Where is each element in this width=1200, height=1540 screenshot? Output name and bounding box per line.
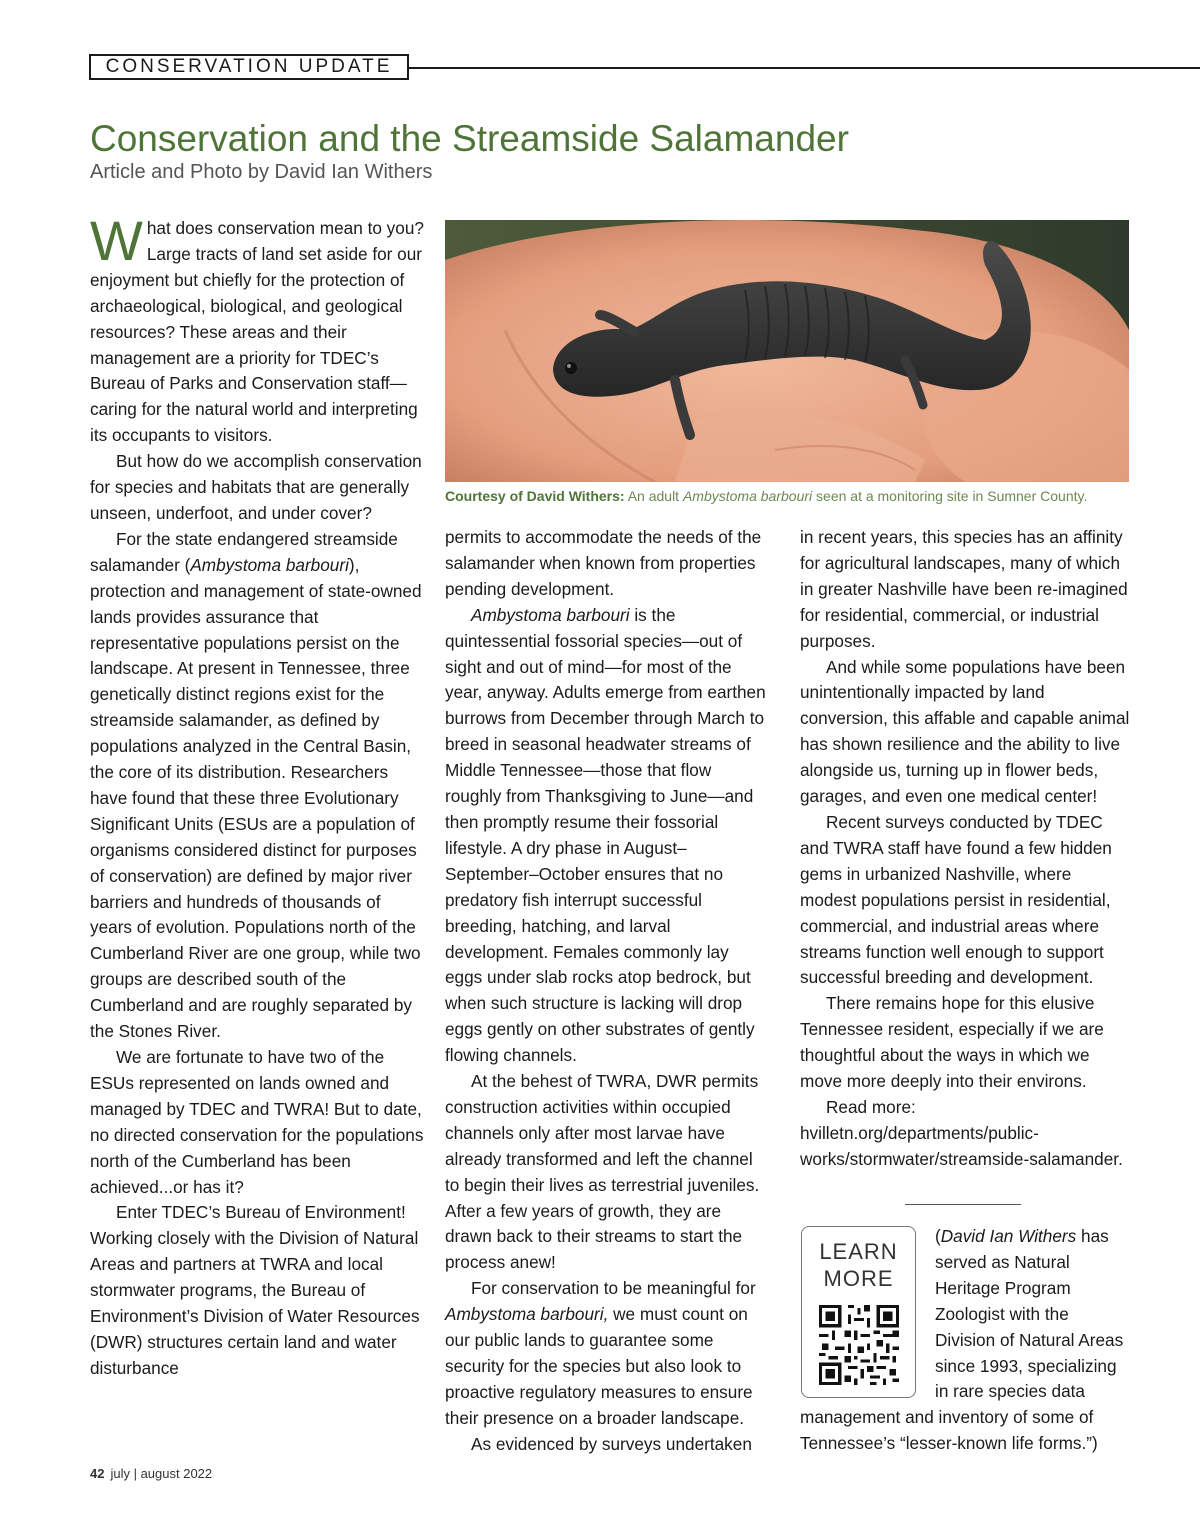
byline: Article and Photo by David Ian Withers bbox=[90, 161, 433, 183]
paragraph bbox=[90, 527, 424, 1045]
paragraph-text: is the quintessential fossorial species—out of sight and out of mind—for most of the year, anyway. Adults emerge from earthen burrows from December through March to breed in seasonal headwater streams of Middle Tennessee—those that flow roughly from Thanksgiving to June—and then promptly resume their fossorial lifestyle. A dry phase in August–September–October ensures that no predatory fish interrupt successful breeding, hatching, and larval development. Females commonly lay eggs under slab rocks atop bedrock, but when such structure is lacking will drop eggs gently on other substrates of gently flowing channels. bbox=[445, 604, 766, 1066]
photo-caption bbox=[445, 488, 1145, 504]
paragraph: We are fortunate to have two of the ESUs represented on lands owned and managed by TDEC and TWRA! But to date, no directed conservation for the populations north of the Cumberland has been achieved...or has it? bbox=[90, 1047, 424, 1197]
page-number: 42 bbox=[90, 1466, 105, 1481]
article-title: Conservation and the Streamside Salamander bbox=[90, 118, 849, 159]
caption-credit: Courtesy of David Withers: bbox=[445, 488, 625, 504]
drop-cap: W bbox=[90, 209, 143, 272]
text-column-2 bbox=[445, 525, 769, 1458]
paragraph: But how do we accomplish conservation for species and habitats that are generally unseen, underfoot, and under cover? bbox=[90, 451, 422, 523]
species-name: Ambystoma barbouri bbox=[471, 604, 630, 625]
author-bio bbox=[800, 1224, 1130, 1457]
bio-open-paren: ( bbox=[935, 1226, 941, 1246]
paragraph-text: For the state endangered streamside salamander ( bbox=[90, 528, 398, 575]
bio-text: has served as Natural Heritage Program Zoologist with the Division of Natural Areas since 1993, specializing in rare species data management and inventory of some of Tennessee’s “lesser-known life forms.”) bbox=[800, 1226, 1124, 1454]
bio-float-spacer bbox=[800, 1224, 935, 1404]
author-name: David Ian Withers bbox=[940, 1226, 1077, 1246]
caption-species: Ambystoma barbouri bbox=[682, 488, 813, 504]
paragraph bbox=[445, 1276, 769, 1431]
learn-label: LEARN bbox=[819, 1239, 898, 1264]
paragraph: At the behest of TWRA, DWR permits construction activities within occupied channels only after most larvae have already transformed and left the channel to begin their lives as terrestrial juveniles. After a few years of growth, they are drawn back to their streams to start the process anew! bbox=[445, 1071, 760, 1273]
paragraph: in recent years, this species has an affinity for agricultural landscapes, many of which in greater Nashville have been re-imagined for residential, commercial, or industrial purposes. bbox=[800, 527, 1128, 651]
more-label: MORE bbox=[823, 1266, 894, 1291]
salamander-photo-image bbox=[445, 220, 1129, 482]
divider bbox=[905, 1204, 1021, 1205]
paragraph-text: we must count on our public lands to guarantee some security for the species but also look to proactive regulatory measures to ensure their presence on a broader landscape. bbox=[445, 1304, 753, 1428]
issue-date: july | august 2022 bbox=[110, 1466, 213, 1481]
text-column-1 bbox=[90, 209, 424, 1382]
paragraph: And while some populations have been unintentionally impacted by land conversion, this affable and capable animal has shown resilience and the ability to live alongside us, turning up in flower beds, garages, and even one medical center! bbox=[800, 656, 1130, 807]
paragraph: Enter TDEC’s Bureau of Environment! Working closely with the Division of Natural Areas and partners at TWRA and local stormwater programs, the Bureau of Environment’s Division of Water Resources (DWR) structures certain land and water disturbance bbox=[90, 1202, 420, 1378]
read-more-link[interactable]: Read more: hvilletn.org/departments/public-works/stormwater/streamside-salamander. bbox=[800, 1096, 1123, 1169]
section-tag: CONSERVATION UPDATE bbox=[89, 54, 409, 80]
paragraph: permits to accommodate the needs of the salamander when known from properties pending development. bbox=[445, 527, 762, 599]
caption-text: An adult bbox=[624, 488, 683, 504]
salamander-photo bbox=[445, 220, 1129, 482]
paragraph bbox=[445, 603, 769, 1069]
paragraph: As evidenced by surveys undertaken bbox=[471, 1433, 752, 1454]
paragraph: Recent surveys conducted by TDEC and TWRA staff have found a few hidden gems in urbanized Nashville, where modest populations persist in residential, commercial, and industrial areas where streams function well enough to support successful breeding and development. bbox=[800, 811, 1112, 988]
caption-text: seen at a monitoring site in Sumner County. bbox=[812, 488, 1088, 504]
paragraph-text: For conservation to be meaningful for bbox=[471, 1278, 756, 1299]
page-footer bbox=[90, 1466, 212, 1481]
paragraph bbox=[90, 209, 424, 449]
text-column-3 bbox=[800, 525, 1130, 1173]
species-name: Ambystoma barbouri, bbox=[445, 1304, 609, 1325]
paragraph: There remains hope for this elusive Tennessee resident, especially if we are thoughtful about the ways in which we move more deeply into their environs. bbox=[800, 993, 1104, 1092]
section-rule bbox=[409, 67, 1200, 69]
paragraph-text: hat does conservation mean to you? Large tracts of land set aside for our enjoyment but chiefly for the protection of archaeological, biological, and geological resources? These areas and their management are a priority for TDEC’s Bureau of Parks and Conservation staff—caring for the natural world and interpreting its occupants to visitors. bbox=[90, 218, 424, 446]
species-name: Ambystoma barbouri bbox=[190, 554, 349, 575]
paragraph-text: ), protection and management of state-owned lands provides assurance that representative populations persist on the landscape. At present in Tennessee, three genetically distinct regions exist for the streamside salamander, as defined by populations analyzed in the Central Basin, the core of its distribution. Researchers have found that these three Evolutionary Significant Units (ESUs are a population of organisms considered distinct for purposes of conservation) are defined by major river barriers and hundreds of thousands of years of evolution. Populations north of the Cumberland River are one group, while two groups are described south of the Cumberland and are roughly separated by the Stones River. bbox=[90, 554, 422, 1042]
